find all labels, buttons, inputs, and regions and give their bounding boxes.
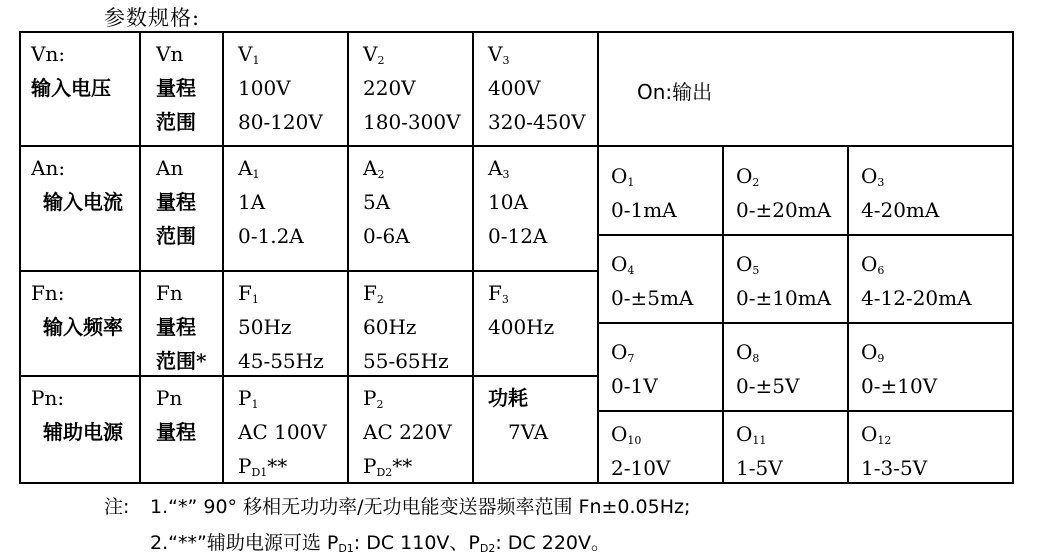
row-an-label: An: 输入电流 bbox=[31, 156, 123, 214]
note-1: 1.“*” 90° 移相无功功率/无功电能变送器频率范围 Fn±0.05Hz; bbox=[150, 496, 691, 518]
row-fn-f3: $F_3$ 400Hz bbox=[488, 281, 555, 339]
row-code: Vn: bbox=[31, 42, 66, 66]
output-cell: $O_3$ 4-20mA bbox=[861, 164, 940, 222]
output-cell: $O_{10}$ 2-10V bbox=[611, 422, 671, 480]
row-vn-v2: $V_2$ 220V 180-300V bbox=[363, 42, 461, 134]
spec-table bbox=[19, 31, 1014, 484]
row-pn-label: Pn: 辅助电源 bbox=[31, 386, 123, 444]
grid-line bbox=[847, 145, 849, 482]
output-cell: $O_4$ 0-±5mA bbox=[611, 252, 694, 310]
grid-line bbox=[597, 33, 599, 482]
row-pn-p1: $P_1$ AC 100V $P_{D1}**$ bbox=[238, 386, 327, 479]
grid-line bbox=[597, 234, 1012, 236]
row-name: 输入电压 bbox=[31, 76, 111, 100]
row-fn-f2: $F_2$ 60Hz 55-65Hz bbox=[363, 281, 449, 373]
output-cell: $O_7$ 0-1V bbox=[611, 340, 658, 398]
row-pn-power: 功耗 7VA bbox=[488, 386, 549, 444]
grid-line bbox=[722, 145, 724, 482]
output-cell: $O_9$ 0-±10V bbox=[861, 340, 938, 398]
output-cell: $O_{11}$ 1-5V bbox=[736, 422, 783, 480]
grid-line bbox=[21, 270, 599, 272]
grid-line bbox=[472, 33, 474, 482]
grid-line bbox=[222, 33, 224, 482]
page-title: 参数规格: bbox=[104, 6, 201, 30]
output-cell: $O_{12}$ 1-3-5V bbox=[861, 422, 928, 480]
row-fn-f1: $F_1$ 50Hz 45-55Hz bbox=[238, 281, 324, 373]
output-cell: $O_5$ 0-±10mA bbox=[736, 252, 832, 310]
output-cell: $O_2$ 0-±20mA bbox=[736, 164, 832, 222]
row-vn-v1: $V_1$ 100V 80-120V bbox=[238, 42, 323, 134]
row-fn-param: Fn 量程 范围* bbox=[156, 281, 207, 373]
row-pn-param: Pn 量程 bbox=[156, 386, 196, 444]
grid-line bbox=[597, 410, 1012, 412]
row-an-param: An 量程 范围 bbox=[156, 156, 196, 248]
output-cell: $O_8$ 0-±5V bbox=[736, 340, 800, 398]
output-cell: $O_1$ 0-1mA bbox=[611, 164, 677, 222]
grid-line bbox=[597, 145, 1012, 147]
grid-line bbox=[139, 33, 141, 482]
output-cell: $O_6$ 4-12-20mA bbox=[861, 252, 972, 310]
row-an-a3: $A_3$ 10A 0-12A bbox=[488, 156, 548, 248]
grid-line bbox=[347, 33, 349, 482]
row-an-a1: $A_1$ 1A 0-1.2A bbox=[238, 156, 304, 248]
row-pn-p2: $P_2$ AC 220V $P_{D2}**$ bbox=[363, 386, 452, 479]
row-vn-v3: $V_3$ 400V 320-450V bbox=[488, 42, 586, 134]
row-vn-label bbox=[31, 37, 111, 105]
row-an-a2: $A_2$ 5A 0-6A bbox=[363, 156, 410, 248]
row-vn-param: Vn 量程 范围 bbox=[156, 42, 196, 134]
output-header: On:输出 bbox=[637, 80, 713, 104]
grid-line bbox=[21, 145, 599, 147]
row-fn-label: Fn: 输入频率 bbox=[31, 281, 123, 339]
grid-line bbox=[597, 322, 1012, 324]
note-2: 2.“**”辅助电源可选 $P_{D1}$: DC 110V、$P_{D2}$: DC 220V。 bbox=[150, 532, 610, 555]
note-label: 注: bbox=[104, 496, 130, 518]
